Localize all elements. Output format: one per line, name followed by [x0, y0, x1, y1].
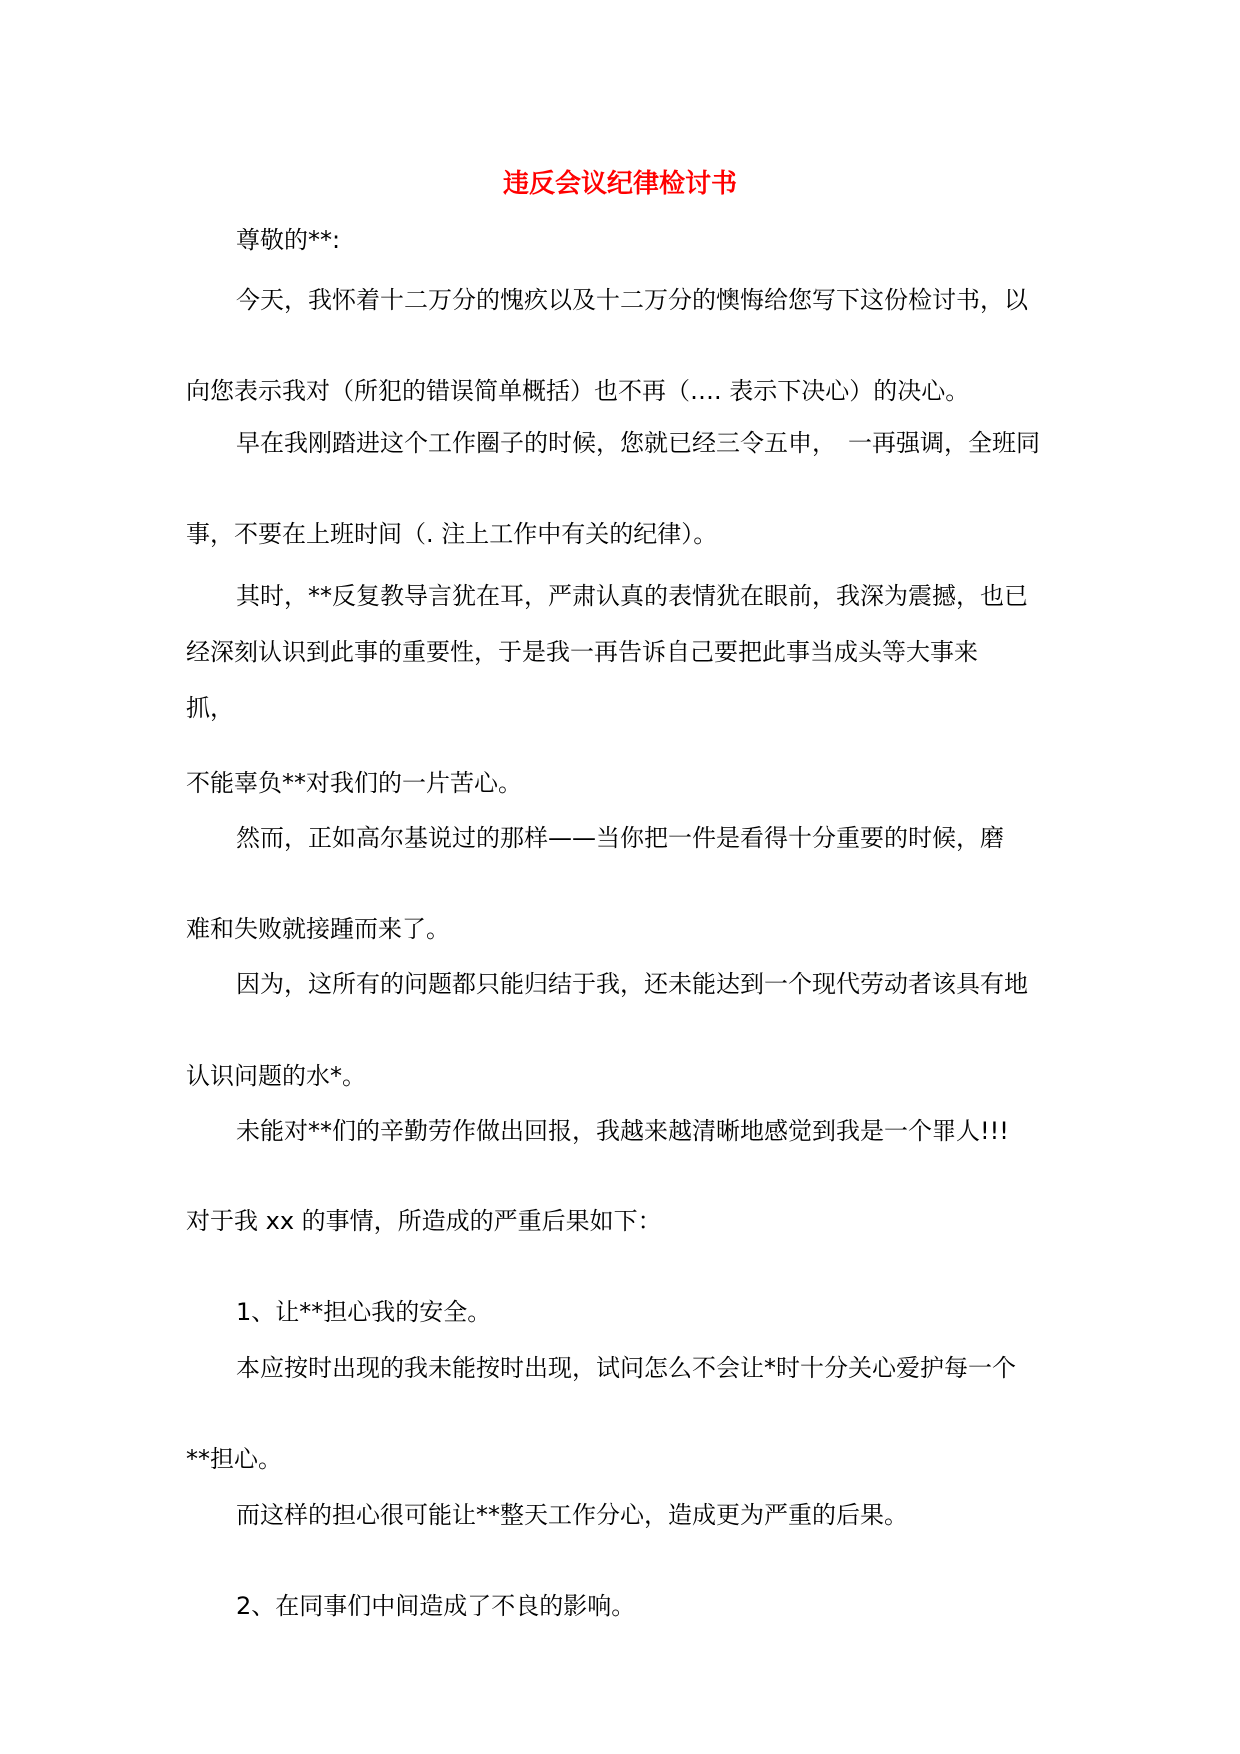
- paragraph-line: 本应按时出现的我未能按时出现，试问怎么不会让*时十分关心爱护每一个: [236, 1354, 1016, 1382]
- document-title: 违反会议纪律检讨书: [502, 169, 737, 199]
- paragraph-line: 经深刻认识到此事的重要性，于是我一再告诉自己要把此事当成头等大事来: [186, 638, 978, 666]
- paragraph-line: 因为，这所有的问题都只能归结于我，还未能达到一个现代劳动者该具有地: [236, 970, 1028, 998]
- paragraph-line: 事，不要在上班时间（. 注上工作中有关的纪律）。: [186, 520, 718, 548]
- paragraph-line: 早在我刚踏进这个工作圈子的时候，您就已经三令五申， 一再强调，全班同: [236, 429, 1040, 457]
- paragraph-line: 向您表示我对（所犯的错误简单概括）也不再（…. 表示下决心）的决心。: [186, 377, 970, 405]
- paragraph-line: 然而，正如高尔基说过的那样——当你把一件是看得十分重要的时候，磨: [236, 824, 1004, 852]
- paragraph-line: **担心。: [186, 1445, 282, 1473]
- paragraph-line: 认识问题的水*。: [186, 1062, 366, 1090]
- paragraph-line: 而这样的担心很可能让**整天工作分心，造成更为严重的后果。: [236, 1501, 908, 1529]
- salutation: 尊敬的**:: [236, 226, 341, 254]
- paragraph-line: 未能对**们的辛勤劳作做出回报，我越来越清晰地感觉到我是一个罪人!!!: [236, 1117, 1009, 1145]
- paragraph-line: 今天，我怀着十二万分的愧疚以及十二万分的懊悔给您写下这份检讨书，以: [236, 286, 1028, 314]
- paragraph-line: 对于我 xx 的事情，所造成的严重后果如下：: [186, 1207, 662, 1235]
- paragraph-line: 难和失败就接踵而来了。: [186, 915, 450, 943]
- paragraph-line: 不能辜负**对我们的一片苦心。: [186, 769, 522, 797]
- paragraph-line: 抓，: [186, 694, 234, 722]
- list-item: 2、在同事们中间造成了不良的影响。: [236, 1592, 636, 1620]
- paragraph-line: 其时，**反复教导言犹在耳，严肃认真的表情犹在眼前，我深为震撼，也已: [236, 582, 1028, 610]
- list-item: 1、让**担心我的安全。: [236, 1298, 492, 1326]
